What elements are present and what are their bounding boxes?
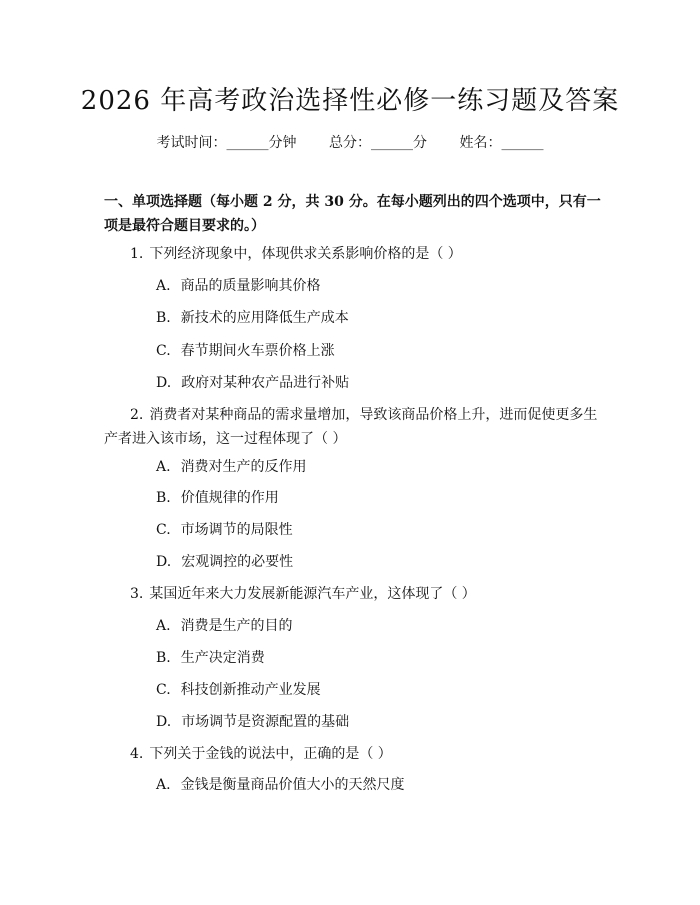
question-4: 4. 下列关于金钱的说法中，正确的是（ ） [130, 746, 392, 762]
question-1: 1. 下列经济现象中，体现供求关系影响价格的是（ ） [130, 246, 462, 262]
question-3-option-c: C. 科技创新推动产业发展 [156, 682, 321, 698]
student-name-field: 姓名：______ [459, 135, 544, 151]
exam-time-field: 考试时间：______分钟 [156, 135, 297, 151]
question-2-option-b: B. 价值规律的作用 [156, 490, 279, 506]
question-2-option-a: A. 消费对生产的反作用 [156, 459, 307, 475]
section-heading: 一、单项选择题（每小题 2 分，共 30 分。在每小题列出的四个选项中，只有一项是最符合题目要求的。） [104, 194, 601, 234]
question-2-option-d: D. 宏观调控的必要性 [156, 554, 294, 570]
question-3-option-a: A. 消费是生产的目的 [156, 618, 293, 634]
question-1-option-a: A. 商品的质量影响其价格 [156, 278, 321, 294]
question-2: 2. 消费者对某种商品的需求量增加，导致该商品价格上升，进而促使更多生产者进入该市场，这一过程体现了（ ） [104, 407, 598, 447]
question-1-option-b: B. 新技术的应用降低生产成本 [156, 310, 349, 326]
total-score-field: 总分：______分 [329, 135, 427, 151]
question-1-option-d: D. 政府对某种农产品进行补贴 [156, 375, 350, 391]
question-4-option-a: A. 金钱是衡量商品价值大小的天然尺度 [156, 777, 405, 793]
student-name-blank: ______ [501, 135, 544, 151]
question-3-option-d: D. 市场调节是资源配置的基础 [156, 714, 350, 730]
total-score-blank: ______ [371, 135, 413, 151]
question-3-option-b: B. 生产决定消费 [156, 650, 265, 666]
exam-info-line [0, 132, 700, 152]
question-1-option-c: C. 春节期间火车票价格上涨 [156, 343, 335, 359]
question-2-option-c: C. 市场调节的局限性 [156, 522, 293, 538]
document-title: 2026 年高考政治选择性必修一练习题及答案 [80, 86, 620, 116]
exam-time-blank: ______ [226, 135, 269, 151]
question-3: 3. 某国近年来大力发展新能源汽车产业，这体现了（ ） [130, 586, 476, 602]
